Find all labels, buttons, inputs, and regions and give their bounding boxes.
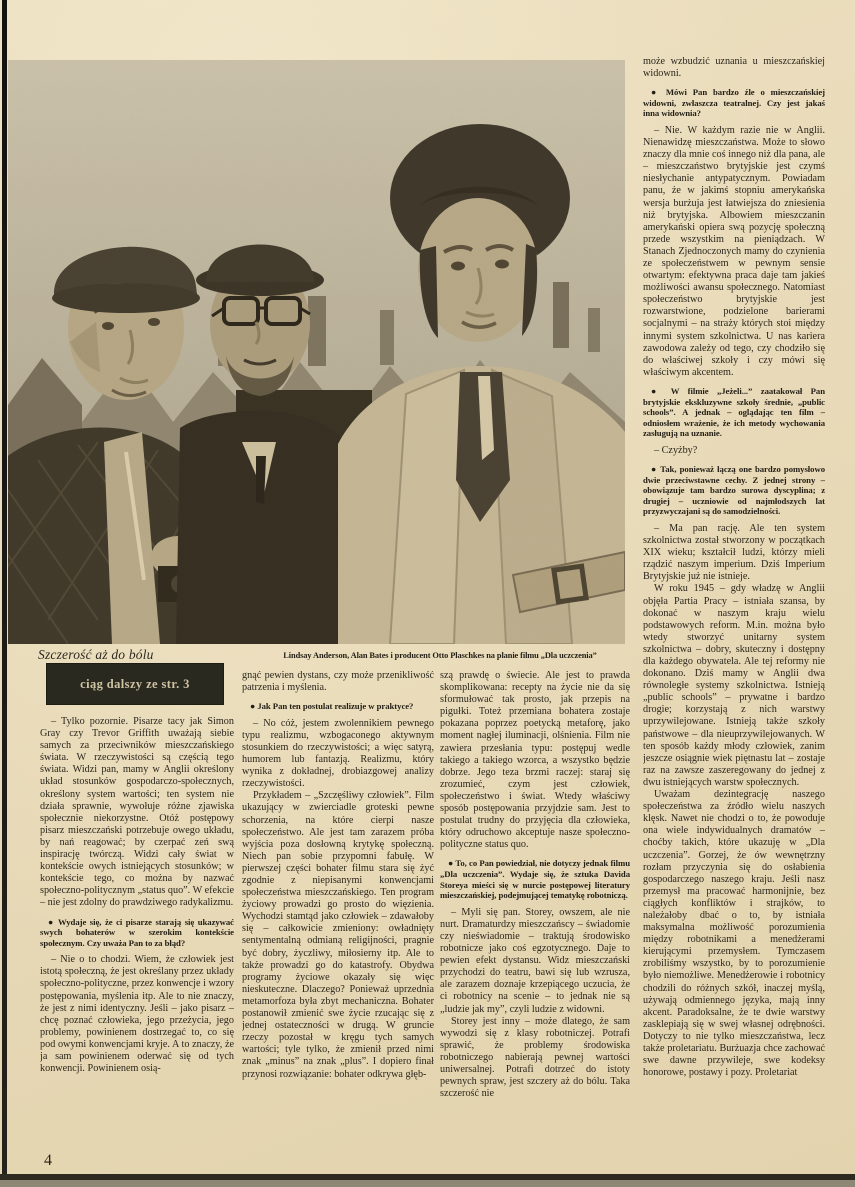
bottom-page-edge: [0, 1180, 855, 1187]
interview-paragraph: Przykładem – „Szczęśliwy człowiek”. Film ukazujący w zwierciadle groteski pewne schorzenia, na które cierpi nasze społeczeństwo. Ale jest tam zarazem próba wyjścia poza dosłowną krytykę społeczną. Niech pan sobie przypomni fabułę. W pierwszej części bohater filmu stara się żyć zgodnie z niepisanymi konwencjami społeczeństwa mieszczańskiego. Ten program życiowy prowadzi go prosto do więzienia. Wychodzi stamtąd jako człowiek – zdawałoby się – całkowicie zmieniony: owładnięty sentymentalną odmianą religijności, pragnie być dobry, życzliwy, miłosierny itp. Ale to także prowadzi go do katastrofy. Obydwa programy życiowe okazały się więc nieskuteczne. Dlaczego? Ponieważ uprzednia metamorfoza była zbyt mechaniczna. Bohater postanowił zmienić swe życie rzucając się z jednej ostateczności w drugą. W gruncie rzeczy pozostał w kręgu tych samych wartości; tyle tylko, że zmienił przed nimi znak „minus” na znak „plus”. I dopiero finał przynosi rozwiązanie: bohater odkrywa głęb-: [242, 790, 434, 1080]
interview-question: ● To, co Pan powiedział, nie dotyczy jednak filmu „Dla uczczenia”. Wydaje się, że sztuka Davida Storeya mieści się w nurcie postępowej literatury mieszczańskiej, podejmującej tematykę robotniczą.: [440, 858, 630, 901]
continuation-label: ciąg dalszy ze str. 3: [80, 676, 190, 691]
interview-question: ● W filmie „Jeżeli...” zaatakował Pan brytyjskie ekskluzywne szkoły średnie, „public schools”. A jednak – oglądając ten film – odniosłem wrażenie, że ich metody wychowania zasługują na uznanie.: [643, 385, 825, 439]
photo: [8, 60, 625, 644]
text-column-1: [40, 716, 234, 1154]
page-number: 4: [44, 1152, 52, 1169]
photo-caption: Lindsay Anderson, Alan Bates i producent Otto Plaschkes na planie filmu „Dla uczczenia”: [283, 651, 597, 660]
continuation-box: [46, 663, 224, 705]
text-column-2: [242, 670, 434, 1170]
interview-paragraph: W roku 1945 – gdy władzę w Anglii objęła Partia Pracy – istniała szansa, by dokonać w naszym kraju wielu podstawowych reform. M.in. można było wtedy stworzyć unitarny system szkolnictwa – dobry, skuteczny i dostępny dla każdego obywatela. Ale tej reformy nie dokonano. Dziś mamy w Anglii dwa równoległe systemy szkolnictwa. Istnieją „public schools” – prywatne i bardzo drogie; korzystają z nich warstwy uprzywilejowane. Istnieją także szkoły państwowe – dla nieuprzywilejowanych. W ten sposób każdy młody człowiek, zanim jeszcze osiągnie wiek piętnastu lat – zostaje raz na zawsze zaszeregowany do jednej z dwu istniejących warstw społecznych.: [643, 583, 825, 788]
text-column-4: [643, 56, 825, 1164]
photo-illustration: [8, 60, 625, 644]
interview-question: ● Jak Pan ten postulat realizuje w praktyce?: [250, 701, 414, 712]
interview-paragraph: – Tylko pozornie. Pisarze tacy jak Simon Gray czy Trevor Griffith uważają siebie samych za przeciwników mieszczańskiego świata. W rzeczywistości są częścią tego świata. Widzi pan, mamy w Anglii określony układ stosunków gospodarczo-społecznych, określony system wartości; ten system nie działa sprawnie, wywołuje różne zjawiska społecznie niekorzystne. Otóż postępowy pisarz mieszczański potrzebuje owego układu, by nań reagować; by czerpać zeń swą inspirację twórczą. Widzi cały świat w kontekście owych istniejących stosunków; w kontekście tego, co można by nazwać społeczno-politycznym „status quo”. W efekcie – nie jest zdolny do prawdziwego radykalizmu.: [40, 716, 234, 909]
interview-paragraph: Storey jest inny – może dlatego, że sam wywodzi się z klasy robotniczej. Potrafi sprawić, że problemy środowiska robotniczego nabierają pewnej wartości uniwersalnej. Potrafi dotrzeć do istoty pewnych spraw, jest szczery aż do bólu. Taka szczerość nie: [440, 1015, 630, 1100]
interview-paragraph: – Myli się pan. Storey, owszem, ale nie nurt. Dramaturdzy mieszczańscy – świadomie czy nieświadomie – traktują środowisko robotnicze jako coś egzotycznego. Daje to pewien efekt dystansu. Widz mieszczański przychodzi do teatru, bawi się lub wzrusza, ale zarazem doznaje krzepiącego uczucia, że ci robotnicy na scenie – to jednak nie są „ludzie jak my”, czyli ludzie z widowni.: [440, 906, 630, 1015]
interview-paragraph: Uważam dezintegrację naszego społeczeństwa za źródło wielu naszych klęsk. Nawet nie chodzi o to, że powoduje ona wiele indywidualnych dramatów – choćby takich, które ukazuję w „Dla uczczenia”. Gorzej, że ów wewnętrzny rozłam przyczynia się do osłabienia gospodarczego naszego kraju. Jeśli nasz przemysł ma pracować harmonijnie, bez ciągłych konfliktów i strajków, to należałoby dbać o to, by istniała maksymalna możliwość porozumienia między robotnikami a menedżerami kierującymi przemysłem. Tymczasem zrobiliśmy wszystko, by to porozumienie było niemożliwe. Menedżerowie i robotnicy chodzili do różnych szkół, inaczej myślą, używają odmiennego języka, mają inny akcent. Paradoksalne, że te dwie warstwy zasklepiają się w swej własnej odrębności. Dotyczy to nie tylko mieszczaństwa, lecz także proletariatu. Burżuazja chce zachować swe dawne przywileje, swe kodeksy honorowe, postawy i pozy. Proletariat: [643, 789, 825, 1079]
interview-paragraph: – Czyżby?: [654, 444, 698, 456]
scan-edge: [2, 0, 7, 1187]
interview-paragraph: – Ma pan rację. Ale ten system szkolnictwa został stworzony w początkach XIX wieku; kształcił ludzi, którzy mieli rządzić naszym imperium. Dziś Imperium Brytyjskie już nie istnieje.: [643, 522, 825, 583]
interview-paragraph: gnąć pewien dystans, czy może przenikliwość patrzenia i myślenia.: [242, 670, 434, 694]
interview-paragraph: – Nie o to chodzi. Wiem, że człowiek jest istotą społeczną, że jest określany przez układy społeczno-polityczne, przez konwencje i wzory postępowania, myślenia itp. Ale to nie znaczy, że jest z nimi identyczny. Jeśli – jako pisarz – chcę poznać człowieka, jego przeżycia, jego problemy, powinienem dostrzegać to, co się pod owymi konwencjami kryje. A to znaczy, że ja sam powinienem oderwać się od tych konwencji. Powinienem osią-: [40, 954, 234, 1075]
interview-question: ● Tak, ponieważ łączą one bardzo pomysłowo dwie przeciwstawne cechy. Z jednej strony – obowiązuje tam bardzo surowa dyscyplina; z drugiej – uczniowie od najmłodszych lat przyzwyczajani są do samodzielności.: [643, 464, 825, 517]
interview-question: ● Mówi Pan bardzo źle o mieszczańskiej widowni, zwłaszcza teatralnej. Czy jest jakaś inna widownia?: [643, 87, 825, 119]
interview-question: ● Wydaje się, że ci pisarze starają się ukazywać swych bohaterów w szerokim kontekście społecznym. Czy uważa Pan to za błąd?: [40, 916, 234, 948]
text-column-3: [440, 670, 630, 1170]
photo-caption-lead: Szczerość aż do bólu: [38, 647, 154, 662]
interview-paragraph: może wzbudzić uznania u mieszczańskiej widowni.: [643, 56, 825, 80]
interview-paragraph: – No cóż, jestem zwolennikiem pewnego typu realizmu, wzbogaconego aktywnym stosunkiem do rzeczywistości; a więc satyrą, humorem lub fantazją. Realizmu, który wynika z dokładnej, drobiazgowej analizy rzeczywistości.: [242, 717, 434, 790]
interview-paragraph: – Nie. W każdym razie nie w Anglii. Nienawidzę mieszczaństwa. Może to słowo znaczy dla mnie coś innego niż dla pana, ale – mieszczaństwo brytyjskie jest czymś niesłychanie antypatycznym. Powiadam panu, że w jakimś stopniu amerykańska wersja burżuja jest łatwiejsza do zniesienia niż brytyjska. Albowiem mieszczanin amerykański opiera swą pozycję społeczną przede wszystkim na pieniądzach. W Stanach Zjednoczonych mamy do czynienia ze społeczeństwem w pewnym sensie otwartym: efektywna praca daje tam jakieś możliwości awansu społecznego. Natomiast społeczeństwo brytyjskie jest rozwarstwione, podzielone barierami socjalnymi – na straży których stoi między innymi system szkolnictwa. U nas kariera zawodowa zależy od tego, czy chodziło się do właściwej szkoły i czy mówi się właściwym akcentem.: [643, 124, 825, 378]
interview-paragraph: szą prawdę o świecie. Ale jest to prawda skomplikowana: recepty na życie nie da się sformułować tak prosto, jak przepis na pigułki. Toteż przemiana bohatera zostaje pokazana poprzez poetycką metaforę, jako moment nagłej iluminacji, olśnienia. Film nie zawiera przesłania typu: postępuj wedle takiego a takiego wzorca, a wszystko będzie dobrze. Jego teza brzmi raczej: staraj się zrozumieć, czym jest człowiek, społeczeństwo i świat. Wtedy właściwy sposób postępowania przyjdzie sam. Jest to postulat trudny do przyjęcia dla człowieka, który odruchowo akceptuje nasze społeczno-polityczne status quo.: [440, 670, 630, 851]
